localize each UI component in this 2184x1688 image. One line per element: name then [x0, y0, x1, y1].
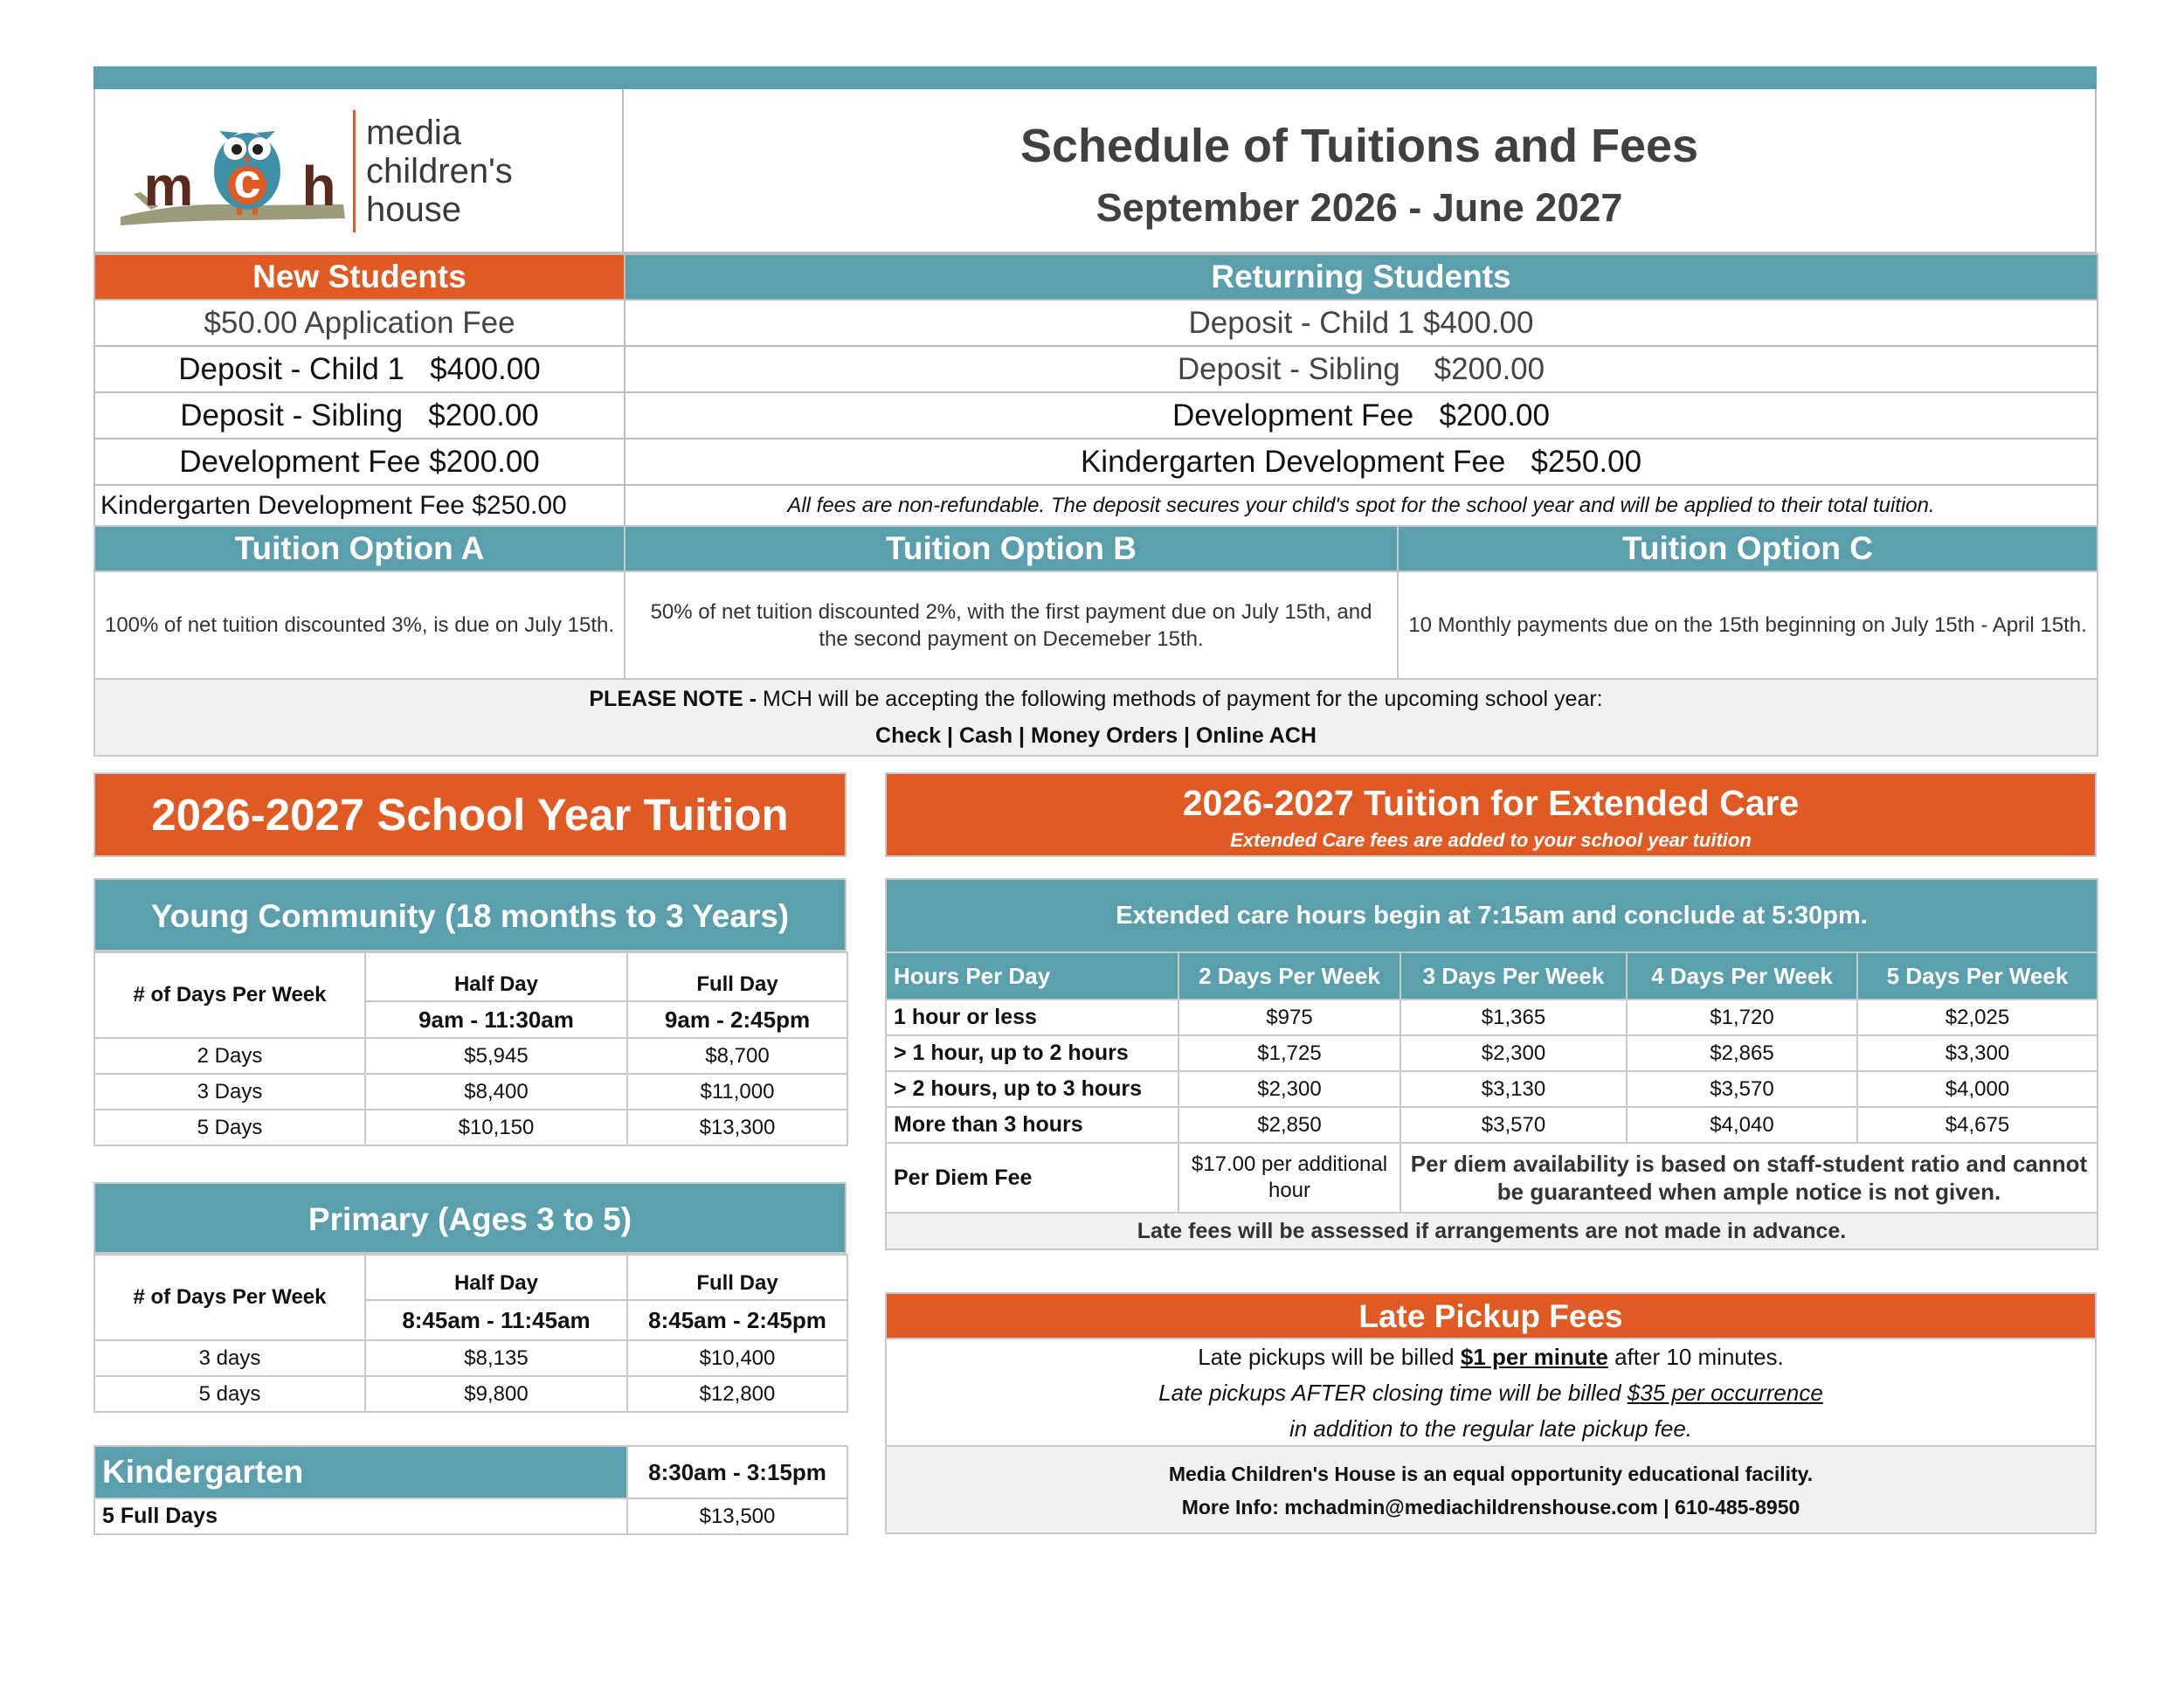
logo-divider	[353, 110, 356, 232]
pr-half-day-time: 8:45am - 11:45am	[365, 1300, 627, 1340]
returning-deposit-sibling: Deposit - Sibling $200.00	[625, 346, 2098, 392]
new-application-fee: $50.00 Application Fee	[94, 300, 625, 346]
yc-half-day-time: 9am - 11:30am	[365, 1001, 627, 1038]
top-accent-bar	[93, 66, 2097, 89]
yc-row-half: $8,400	[365, 1074, 627, 1110]
ext-header-4days: 4 Days Per Week	[1627, 952, 1857, 1000]
young-community-title: Young Community (18 months to 3 Years)	[93, 878, 847, 951]
ext-cell: $4,040	[1627, 1107, 1857, 1143]
logo-line-1: media	[366, 114, 461, 152]
table-row	[94, 1074, 847, 1110]
late-line2-rate: $35 per occurrence	[1627, 1380, 1823, 1406]
per-diem-label: Per Diem Fee	[886, 1143, 1178, 1213]
per-diem-note: Per diem availability is based on staff-student ratio and cannot be guaranteed when ample notice is not given.	[1400, 1143, 2098, 1213]
ext-cell: $1,725	[1178, 1035, 1400, 1071]
yc-full-day-time: 9am - 2:45pm	[627, 1001, 847, 1038]
table-row	[886, 1071, 2098, 1107]
new-deposit-sibling: Deposit - Sibling $200.00	[94, 392, 625, 439]
pr-row-days: 3 days	[94, 1340, 365, 1376]
returning-deposit-child1: Deposit - Child 1 $400.00	[625, 300, 2098, 346]
owl-logo-icon	[116, 114, 378, 227]
pr-days-header: # of Days Per Week	[94, 1255, 365, 1340]
pr-row-days: 5 days	[94, 1376, 365, 1412]
pr-full-day-time: 8:45am - 2:45pm	[627, 1300, 847, 1340]
pr-half-day-header: Half Day	[365, 1255, 627, 1300]
kindergarten-row-label: 5 Full Days	[94, 1498, 627, 1534]
ext-cell: $3,570	[1627, 1071, 1857, 1107]
late-pickup-body	[885, 1339, 2097, 1447]
yc-row-full: $13,300	[627, 1110, 847, 1145]
young-community-table	[93, 951, 848, 1146]
yc-row-days: 2 Days	[94, 1038, 365, 1074]
new-development-fee: Development Fee $200.00	[94, 439, 625, 485]
table-row	[886, 1000, 2098, 1035]
fees-table	[93, 253, 2098, 527]
option-a-text: 100% of net tuition discounted 3%, is due on July 15th.	[94, 571, 625, 679]
ext-cell: $3,130	[1400, 1071, 1627, 1107]
yc-full-day-header: Full Day	[627, 952, 847, 1001]
ext-cell: $2,850	[1178, 1107, 1400, 1143]
logo-letters: c	[233, 153, 261, 208]
ext-row-label: > 1 hour, up to 2 hours	[886, 1035, 1178, 1071]
ext-row-label: > 2 hours, up to 3 hours	[886, 1071, 1178, 1107]
ext-cell: $3,570	[1400, 1107, 1627, 1143]
ext-row-label: More than 3 hours	[886, 1107, 1178, 1143]
title-box	[624, 89, 2097, 253]
logo-wordmark	[366, 114, 513, 229]
extended-care-title: 2026-2027 Tuition for Extended Care	[1182, 783, 1800, 823]
ext-cell: $4,000	[1857, 1071, 2098, 1107]
fees-refund-note: All fees are non-refundable. The deposit secures your child's spot for the school year and will be applied to their total tuition.	[625, 485, 2098, 526]
ext-cell: $4,675	[1857, 1107, 2098, 1143]
pr-full-day-header: Full Day	[627, 1255, 847, 1300]
payment-methods: Check | Cash | Money Orders | Online ACH	[875, 723, 1317, 748]
late-pickup-title: Late Pickup Fees	[885, 1292, 2097, 1339]
tuition-options-table	[93, 525, 2098, 757]
ext-cell: $2,865	[1627, 1035, 1857, 1071]
returning-students-heading: Returning Students	[625, 254, 2098, 300]
returning-development-fee: Development Fee $200.00	[625, 392, 2098, 439]
table-row	[94, 1038, 847, 1074]
yc-row-full: $11,000	[627, 1074, 847, 1110]
late-line1-post: after 10 minutes.	[1614, 1344, 1784, 1370]
ext-cell: $1,720	[1627, 1000, 1857, 1035]
logo-line-3: house	[366, 190, 461, 229]
ext-cell: $975	[1178, 1000, 1400, 1035]
extended-care-banner	[885, 772, 2097, 857]
extended-hours-note: Extended care hours begin at 7:15am and conclude at 5:30pm.	[886, 879, 2098, 952]
kindergarten-row-value: $13,500	[627, 1498, 847, 1534]
ext-cell: $1,365	[1400, 1000, 1627, 1035]
primary-table	[93, 1254, 848, 1413]
pr-row-half: $8,135	[365, 1340, 627, 1376]
table-row	[94, 1110, 847, 1145]
ext-cell: $2,025	[1857, 1000, 2098, 1035]
ext-header-5days: 5 Days Per Week	[1857, 952, 2098, 1000]
yc-half-day-header: Half Day	[365, 952, 627, 1001]
late-line2-pre: Late pickups AFTER closing time will be billed	[1158, 1380, 1621, 1406]
table-row	[886, 1035, 2098, 1071]
ext-cell: $2,300	[1400, 1035, 1627, 1071]
svg-text:h: h	[301, 155, 336, 218]
yc-row-days: 3 Days	[94, 1074, 365, 1110]
payment-note-text: MCH will be accepting the following methods of payment for the upcoming school year:	[763, 687, 1603, 711]
school-year-banner: 2026-2027 School Year Tuition	[93, 772, 847, 857]
returning-kindergarten-fee: Kindergarten Development Fee $250.00	[625, 439, 2098, 485]
ext-cell: $2,300	[1178, 1071, 1400, 1107]
ext-header-3days: 3 Days Per Week	[1400, 952, 1627, 1000]
kindergarten-title: Kindergarten	[94, 1446, 627, 1498]
pr-row-full: $12,800	[627, 1376, 847, 1412]
payment-note	[94, 679, 2098, 756]
footer-info	[885, 1447, 2097, 1534]
pr-row-half: $9,800	[365, 1376, 627, 1412]
option-c-text: 10 Monthly payments due on the 15th beginning on July 15th - April 15th.	[1398, 571, 2098, 679]
yc-row-half: $5,945	[365, 1038, 627, 1074]
late-pickup-line1	[887, 1339, 2095, 1375]
late-pickup-line3: in addition to the regular late pickup fee.	[1289, 1415, 1693, 1442]
ext-header-hours: Hours Per Day	[886, 952, 1178, 1000]
primary-title: Primary (Ages 3 to 5)	[93, 1182, 847, 1254]
late-pickup-line2	[887, 1375, 2095, 1411]
table-row	[94, 1376, 847, 1412]
table-row	[94, 1340, 847, 1376]
new-students-heading: New Students	[94, 254, 625, 300]
pr-row-full: $10,400	[627, 1340, 847, 1376]
new-deposit-child1: Deposit - Child 1 $400.00	[94, 346, 625, 392]
table-row	[886, 1107, 2098, 1143]
logo-area	[93, 89, 624, 253]
contact-info: More Info: mchadmin@mediachildrenshouse.com | 610-485-8950	[1181, 1496, 1800, 1519]
new-kindergarten-fee: Kindergarten Development Fee $250.00	[94, 485, 625, 526]
ext-header-2days: 2 Days Per Week	[1178, 952, 1400, 1000]
late-line1-rate: $1 per minute	[1460, 1344, 1608, 1370]
yc-row-days: 5 Days	[94, 1110, 365, 1145]
per-diem-value: $17.00 per additional hour	[1178, 1143, 1400, 1213]
late-fees-note: Late fees will be assessed if arrangements are not made in advance.	[886, 1213, 2098, 1249]
kindergarten-table	[93, 1445, 848, 1535]
option-b-text: 50% of net tuition discounted 2%, with the first payment due on July 15th, and the second payment on Decemeber 15th.	[625, 571, 1398, 679]
yc-row-half: $10,150	[365, 1110, 627, 1145]
svg-text:m: m	[143, 155, 194, 218]
option-b-title: Tuition Option B	[625, 526, 1398, 571]
kindergarten-time: 8:30am - 3:15pm	[627, 1446, 847, 1498]
option-c-title: Tuition Option C	[1398, 526, 2098, 571]
page-subtitle: September 2026 - June 2027	[1095, 185, 1623, 230]
late-line1-pre: Late pickups will be billed	[1198, 1344, 1455, 1370]
extended-care-table	[885, 878, 2098, 1250]
ext-cell: $3,300	[1857, 1035, 2098, 1071]
equal-opportunity-note: Media Children's House is an equal opportunity educational facility.	[1168, 1463, 1814, 1485]
yc-days-header: # of Days Per Week	[94, 952, 365, 1038]
option-a-title: Tuition Option A	[94, 526, 625, 571]
logo-line-2: children's	[366, 152, 513, 190]
page-title: Schedule of Tuitions and Fees	[1019, 120, 1699, 172]
extended-care-subtitle: Extended Care fees are added to your school year tuition	[1230, 829, 1752, 851]
yc-row-full: $8,700	[627, 1038, 847, 1074]
ext-row-label: 1 hour or less	[886, 1000, 1178, 1035]
payment-note-label: PLEASE NOTE -	[589, 687, 757, 711]
